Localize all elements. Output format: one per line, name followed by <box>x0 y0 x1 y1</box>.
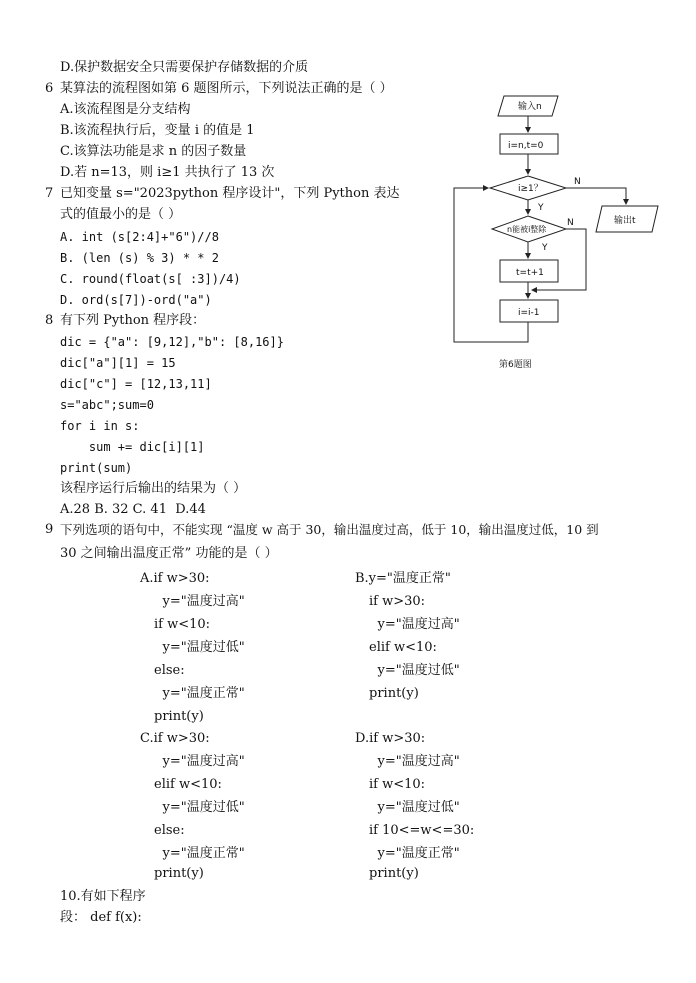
q9-option-b-line: y="温度过高" <box>361 617 460 632</box>
q9-option-b-line: elif w<10: <box>369 640 437 655</box>
flow-output-label: 输出t <box>614 216 636 226</box>
flow-no-label-2: N <box>567 218 574 228</box>
q9-option-c-line: y="温度过低" <box>146 800 245 815</box>
q9-option-a-line: if w<10: <box>154 617 211 632</box>
q8-code-line: for i in s: <box>60 419 140 433</box>
q9-option-a-line: print(y) <box>154 709 204 724</box>
q9-number: 9 <box>45 522 54 537</box>
q7-option-c: C. round(float(s[ :3])/4) <box>60 272 241 286</box>
flow-yes-label-1: Y <box>538 203 544 213</box>
q7-number: 7 <box>45 186 54 201</box>
q9-option-a-line: y="温度过低" <box>146 640 245 655</box>
q8-question: 该程序运行后输出的结果为（ ） <box>60 481 247 496</box>
q9-option-b-line: print(y) <box>369 686 419 701</box>
q5-option-d: D.保护数据安全只需要保护存储数据的介质 <box>60 60 309 75</box>
q9-option-b-line: B.y="温度正常" <box>355 571 451 586</box>
q10-line2: 段： def f(x): <box>60 910 142 925</box>
q9-option-a-line: y="温度过高" <box>146 594 245 609</box>
q9-option-a-line: y="温度正常" <box>146 686 245 701</box>
q9-option-b-line: if w>30: <box>369 594 426 609</box>
q6-option-b: B.该流程执行后，变量 i 的值是 1 <box>60 123 255 138</box>
q7-stem-line1: 已知变量 s="2023python 程序设计"，下列 Python 表达 <box>60 186 400 201</box>
q9-option-d-line: if 10<=w<=30: <box>369 823 475 838</box>
q9-option-d-line: y="温度过高" <box>361 754 460 769</box>
q8-code-line: print(sum) <box>60 461 133 475</box>
q6-option-a: A.该流程图是分支结构 <box>60 102 191 117</box>
q6-option-c: C.该算法功能是求 n 的因子数量 <box>60 144 247 159</box>
q7-option-a: A. int (s[2:4]+"6")//8 <box>60 230 219 244</box>
flowchart-caption: 第6题图 <box>499 360 532 370</box>
q8-code-line: dic["a"][1] = 15 <box>60 356 176 370</box>
flow-yes-label-2: Y <box>542 243 548 253</box>
q7-stem-line2: 式的值最小的是（ ） <box>60 207 182 222</box>
q9-option-c-line: else: <box>154 823 185 838</box>
q9-option-c-line: C.if w>30: <box>140 731 210 746</box>
q8-code-line: sum += dic[i][1] <box>60 440 205 454</box>
q9-option-c-line: y="温度正常" <box>146 846 245 861</box>
q7-option-d: D. ord(s[7])-ord("a") <box>60 293 212 307</box>
q8-code-line: dic["c"] = [12,13,11] <box>60 377 212 391</box>
flow-cond2-label: n能被i整除 <box>507 225 547 234</box>
q8-code-line: dic = {"a": [9,12],"b": [8,16]} <box>60 335 284 349</box>
q9-stem-line1: 下列选项的语句中，不能实现 “温度 w 高于 30，输出温度过高，低于 10，输出温度过低，10 到 <box>60 522 599 537</box>
q10-line1: 10.有如下程序 <box>60 889 146 904</box>
q9-option-a-line: A.if w>30: <box>140 571 210 586</box>
q6-stem: 某算法的流程图如第 6 题图所示，下列说法正确的是（ ） <box>60 81 393 96</box>
q9-option-d-line: D.if w>30: <box>355 731 426 746</box>
flow-input-label: 输入n <box>518 102 542 112</box>
q8-options: A.28 B. 32 C. 41 D.44 <box>60 502 206 517</box>
q9-option-b-line: y="温度过低" <box>361 663 460 678</box>
q8-code-line: s="abc";sum=0 <box>60 398 154 412</box>
flow-decr-label: i=i-1 <box>518 308 540 318</box>
q9-option-d-line: y="温度正常" <box>361 846 460 861</box>
q9-option-d-line: print(y) <box>369 866 419 881</box>
q8-stem: 有下列 Python 程序段： <box>60 313 206 328</box>
q9-option-c-line: print(y) <box>154 866 204 881</box>
q8-number: 8 <box>45 313 54 328</box>
q9-stem-line2: 30 之间输出温度正常” 功能的是（ ） <box>60 546 278 561</box>
q7-option-b: B. (len (s) % 3) * * 2 <box>60 251 219 265</box>
flowchart <box>446 92 666 357</box>
q9-option-c-line: y="温度过高" <box>146 754 245 769</box>
flow-incr-label: t=t+1 <box>516 268 544 278</box>
q9-option-d-line: if w<10: <box>369 777 426 792</box>
flow-cond1-label: i≥1？ <box>518 184 543 194</box>
flow-no-label-1: N <box>574 177 581 187</box>
q6-option-d: D.若 n=13，则 i≥1 共执行了 13 次 <box>60 165 275 180</box>
flow-init-label: i=n,t=0 <box>508 141 544 151</box>
q9-option-a-line: else: <box>154 663 185 678</box>
q9-option-d-line: y="温度过低" <box>361 800 460 815</box>
q9-option-c-line: elif w<10: <box>154 777 222 792</box>
q6-number: 6 <box>45 81 54 96</box>
